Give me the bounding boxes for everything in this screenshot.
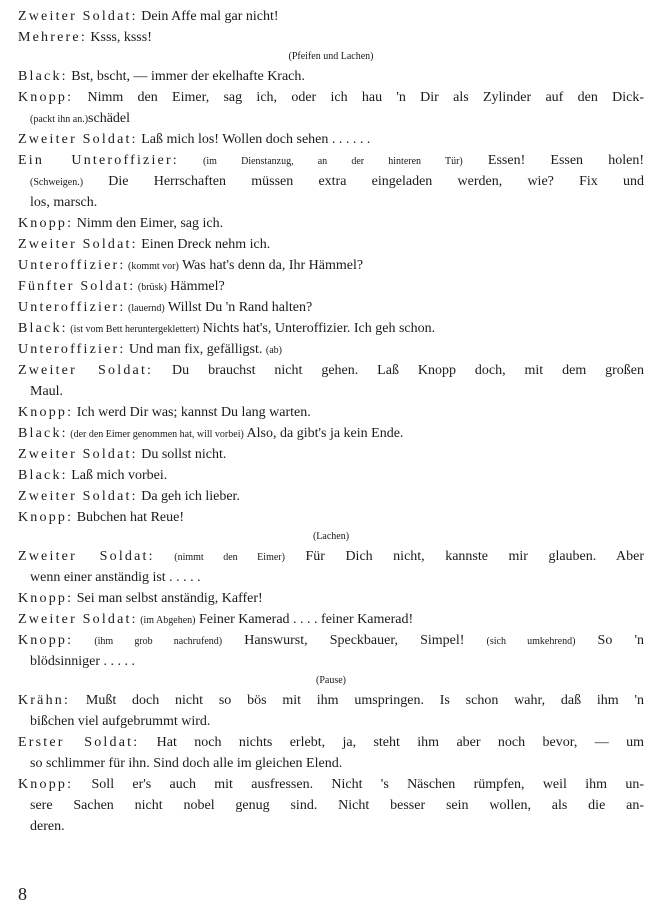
dialogue-text-span: Laß mich vorbei.: [67, 468, 168, 483]
dialogue-text-span: bißchen viel aufgebrummt wird.: [30, 714, 211, 729]
dialogue-text-span: Du sollst nicht.: [137, 447, 227, 462]
speaker-name: Black:: [18, 468, 68, 483]
speaker-name: Erster Soldat:: [18, 735, 140, 750]
stage-direction: (sich umkehrend): [486, 636, 576, 647]
dialogue-line: [18, 129, 644, 150]
dialogue-text-span: schädel: [88, 111, 131, 126]
dialogue-text-span: So 'n: [575, 633, 644, 648]
dialogue-text-span: Bst, bscht, — immer der ekelhafte Krach.: [67, 69, 305, 84]
dialogue-continuation-line: [18, 108, 644, 129]
dialogue-text-span: Nichts hat's, Unteroffizier. Ich geh schon.: [199, 321, 436, 336]
dialogue-line: [18, 423, 644, 444]
speaker-name: Ein Unteroffizier:: [18, 153, 179, 168]
speaker-name: Black:: [18, 321, 68, 336]
speaker-name: Knopp:: [18, 510, 74, 525]
dialogue-text-span: Für Dich nicht, kannste mir glauben. Aber: [284, 549, 644, 564]
dialogue-text-span: Dein Affe mal gar nicht!: [137, 9, 279, 24]
speaker-name: Fünfter Soldat:: [18, 279, 136, 294]
stage-direction: (kommt vor): [125, 261, 179, 272]
speaker-name: Black:: [18, 69, 68, 84]
dialogue-text-span: Die Herrschaften müssen extra eingeladen werden, wie? Fix und: [83, 174, 644, 189]
stage-direction-line: (Lachen): [312, 531, 350, 542]
dialogue-continuation-line: [18, 711, 644, 732]
speaker-name: Zweiter Soldat:: [18, 549, 155, 564]
speaker-name: Unteroffizier:: [18, 342, 126, 357]
dialogue-text-span: Sei man selbst anständig, Kaffer!: [73, 591, 263, 606]
stage-direction: (der den Eimer genommen hat, will vorbei): [67, 429, 244, 440]
speaker-name: Unteroffizier:: [18, 258, 126, 273]
dialogue-text-span: so schlimmer für ihn. Sind doch alle im gleichen Elend.: [30, 756, 343, 771]
speaker-name: Black:: [18, 426, 68, 441]
dialogue-text-span: Du brauchst nicht gehen. Laß Knopp doch, mit dem großen: [153, 363, 644, 378]
speaker-name: Zweiter Soldat:: [18, 363, 154, 378]
dialogue-text-span: wenn einer anständig ist . . . . .: [30, 570, 201, 585]
dialogue-text-span: Hämmel?: [166, 279, 225, 294]
dialogue-text-span: blödsinniger . . . . .: [30, 654, 135, 669]
speaker-name: Zweiter Soldat:: [18, 237, 138, 252]
page-number: 8: [18, 884, 27, 904]
dialogue-line: [18, 360, 644, 381]
dialogue-text-span: Ksss, ksss!: [86, 30, 152, 45]
dialogue-continuation-line: [18, 171, 644, 192]
speaker-name: Zweiter Soldat:: [18, 9, 138, 24]
speaker-name: Knopp:: [18, 777, 74, 792]
dialogue-line: [18, 339, 644, 360]
stage-direction: (packt ihn an.): [30, 114, 89, 125]
dialogue-line: [18, 546, 644, 567]
dialogue-text-span: Bubchen hat Reue!: [73, 510, 184, 525]
dialogue-line: [18, 318, 644, 339]
speaker-name: Unteroffizier:: [18, 300, 126, 315]
stage-direction-line: (Pfeifen und Lachen): [288, 51, 374, 62]
dialogue-text-span: Da geh ich lieber.: [137, 489, 240, 504]
dialogue-line: [18, 774, 644, 795]
dialogue-text-span: Einen Dreck nehm ich.: [137, 237, 271, 252]
dialogue-text-span: Also, da gibt's ja kein Ende.: [243, 426, 404, 441]
speaker-name: Zweiter Soldat:: [18, 489, 138, 504]
speaker-name: Zweiter Soldat:: [18, 612, 138, 627]
dialogue-line: [18, 6, 644, 27]
dialogue-continuation-line: [18, 753, 644, 774]
dialogue-line: [18, 27, 644, 48]
dialogue-line: [18, 690, 644, 711]
speaker-name: Zweiter Soldat:: [18, 447, 138, 462]
dialogue-line: [18, 630, 644, 651]
dialogue-text-span: Nimm den Eimer, sag ich, oder ich hau 'n Dir als Zylinder auf den Dick-: [73, 90, 644, 105]
dialogue-line: [18, 234, 644, 255]
dialogue-text-span: deren.: [30, 819, 65, 834]
dialogue-text-span: Maul.: [30, 384, 64, 399]
dialogue-text-span: Laß mich los! Wollen doch sehen . . . . . .: [137, 132, 371, 147]
dialogue-line: [18, 87, 644, 108]
dialogue-continuation-line: [18, 567, 644, 588]
stage-direction: (ab): [265, 345, 282, 356]
speaker-name: Krähn:: [18, 693, 71, 708]
dialogue-line: [18, 66, 644, 87]
dialogue-text-span: Soll er's auch mit ausfressen. Nicht 's Näschen rümpfen, weil ihm un-: [73, 777, 644, 792]
dialogue-text-span: Nimm den Eimer, sag ich.: [73, 216, 224, 231]
speaker-name: Mehrere:: [18, 30, 87, 45]
dialogue-text-span: sere Sachen nicht nobel genug sind. Nicht besser sein wollen, als die an-: [30, 798, 644, 813]
dialogue-line: [18, 213, 644, 234]
speaker-name: Knopp:: [18, 633, 74, 648]
dialogue-line: [18, 444, 644, 465]
stage-direction: (nimmt den Eimer): [154, 552, 285, 563]
stage-direction: (lauernd): [125, 303, 165, 314]
speaker-name: Zweiter Soldat:: [18, 132, 138, 147]
stage-direction: (ist vom Bett heruntergeklettert): [67, 324, 200, 335]
dialogue-text-span: Essen! Essen holen!: [462, 153, 644, 168]
speaker-name: Knopp:: [18, 216, 74, 231]
stage-direction: (Schweigen.): [30, 177, 84, 188]
dialogue-continuation-line: [18, 795, 644, 816]
stage-direction-line: (Pause): [316, 675, 346, 686]
stage-direction: (ihm grob nachrufend): [73, 636, 223, 647]
speaker-name: Knopp:: [18, 90, 74, 105]
dialogue-continuation-line: [18, 381, 644, 402]
dialogue-text: [18, 6, 644, 837]
dialogue-text-span: Was hat's denn da, Ihr Hämmel?: [178, 258, 364, 273]
dialogue-line: [18, 465, 644, 486]
dialogue-text-span: Hanswurst, Speckbauer, Simpel!: [222, 633, 487, 648]
dialogue-continuation-line: [18, 651, 644, 672]
dialogue-line: [18, 402, 644, 423]
dialogue-continuation-line: [18, 816, 644, 837]
dialogue-line: [18, 297, 644, 318]
dialogue-line: [18, 507, 644, 528]
stage-direction: (brüsk): [135, 282, 167, 293]
dialogue-line: [18, 588, 644, 609]
dialogue-line: [18, 609, 644, 630]
dialogue-text-span: Ich werd Dir was; kannst Du lang warten.: [73, 405, 311, 420]
dialogue-text-span: Und man fix, gefälligst.: [125, 342, 266, 357]
dialogue-text-span: Hat noch nichts erlebt, ja, steht ihm aber noch bevor, — um: [139, 735, 644, 750]
stage-direction: (im Abgehen): [137, 615, 196, 626]
dialogue-line: [18, 150, 644, 171]
dialogue-text-span: los, marsch.: [30, 195, 98, 210]
stage-direction: (im Dienstanzug, an der hinteren Tür): [178, 156, 463, 167]
dialogue-line: [18, 486, 644, 507]
dialogue-line: [18, 255, 644, 276]
dialogue-text-span: Mußt doch nicht so bös mit ihm umspringen. Is schon wahr, daß ihm 'n: [70, 693, 644, 708]
dialogue-line: [18, 276, 644, 297]
dialogue-text-span: Willst Du 'n Rand halten?: [164, 300, 313, 315]
dialogue-line: [18, 732, 644, 753]
dialogue-text-span: Feiner Kamerad . . . . feiner Kamerad!: [195, 612, 414, 627]
speaker-name: Knopp:: [18, 591, 74, 606]
speaker-name: Knopp:: [18, 405, 74, 420]
dialogue-continuation-line: [18, 192, 644, 213]
